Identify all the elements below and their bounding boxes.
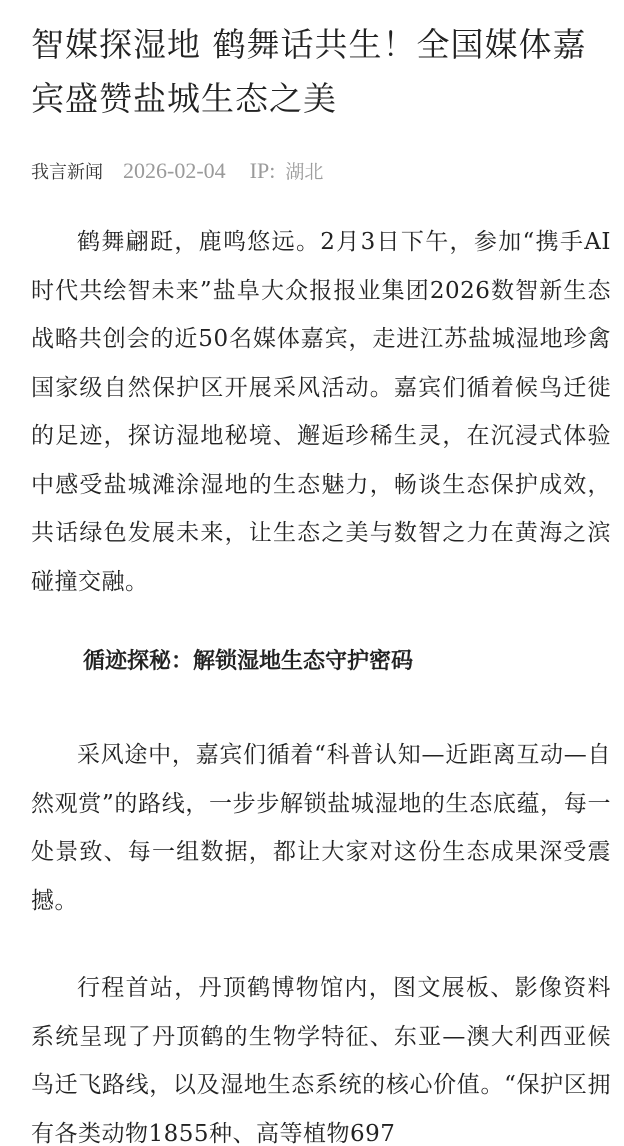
- ip-label: IP:: [249, 158, 276, 183]
- article-meta: [31, 156, 323, 186]
- article-title: 智媒探湿地 鹤舞话共生！全国媒体嘉宾盛赞盐城生态之美: [31, 25, 587, 118]
- source-name[interactable]: 我言新闻: [31, 162, 103, 183]
- section-heading: 循迹探秘：解锁湿地生态守护密码: [83, 649, 414, 674]
- paragraph-intro: 鹤舞翩跹，鹿鸣悠远。2月3日下午，参加“携手AI时代共绘智未来”盐阜大众报报业集团2026数智新生态战略共创会的近50名媒体嘉宾，走进江苏盐城湿地珍禽国家级自然保护区开展采风活动。嘉宾们循着候鸟迁徙的足迹，探访湿地秘境、邂逅珍稀生灵，在沉浸式体验中感受盐城滩涂湿地的生态魅力，畅谈生态保护成效，共话绿色发展未来，让生态之美与数智之力在黄海之滨碰撞交融。: [31, 229, 611, 595]
- paragraph-museum: 行程首站，丹顶鹤博物馆内，图文展板、影像资料系统呈现了丹顶鹤的生物学特征、东亚—澳大利西亚候鸟迁飞路线，以及湿地生态系统的核心价值。“保护区拥有各类动物1855种、高等植物697: [31, 975, 611, 1146]
- ip-location: 湖北: [285, 161, 324, 183]
- publish-date: 2026-02-04: [123, 158, 226, 183]
- paragraph-route: 采风途中，嘉宾们循着“科普认知—近距离互动—自然观赏”的路线，一步步解锁盐城湿地的生态底蕴，每一处景致、每一组数据，都让大家对这份生态成果深受震撼。: [31, 742, 611, 914]
